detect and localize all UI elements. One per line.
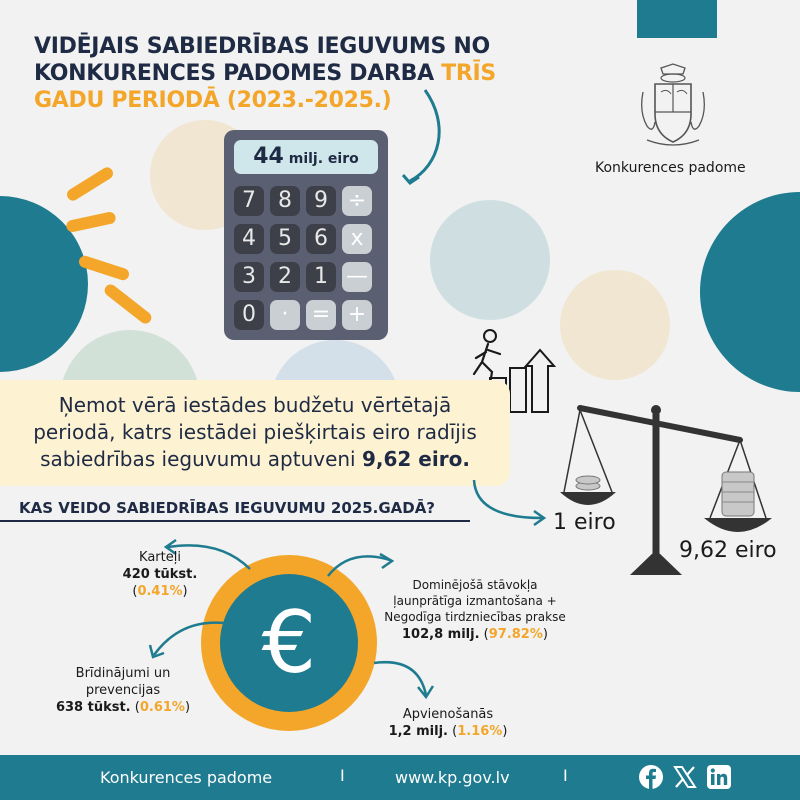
category-apvienosanas: Apvienošanās 1,2 milj. (1.16%) [378,706,518,740]
category-amount: 1,2 milj. [388,724,448,739]
category-label: ļaunprātīga izmantošana + [393,594,557,608]
calculator-key: = [306,300,336,330]
x-icon[interactable] [672,764,698,790]
corner-decoration [637,0,717,38]
category-bridinajumi: Brīdinājumi un prevencijas 638 tūkst. (0.61%) [48,665,198,716]
calculator-key: 1 [306,262,336,292]
sun-ray [65,165,115,203]
category-label: Brīdinājumi un [75,666,171,681]
calculator-key: · [270,300,300,330]
calculator-key: + [342,300,372,330]
category-label: Apvienošanās [402,707,494,722]
title-line-2: KONKURENCES PADOMES DARBA [34,61,442,86]
calculator-display [234,140,378,174]
calculator-illustration [224,130,388,340]
arrow-icon [140,615,230,665]
footer-website-link[interactable]: www.kp.gov.lv [395,768,510,787]
balance-right-label: 9,62 eiro [679,538,777,563]
footer-org-name: Konkurences padome [100,768,273,787]
category-percent: 0.61% [139,700,185,715]
category-percent: 0.41% [137,584,183,599]
calculator-value: 44 [253,144,284,169]
bg-puzzle-figure [560,270,670,380]
highlight-statement: Ņemot vērā iestādes budžetu vērtētajā periodā, katrs iestādei piešķirtais eiro radījis sabiedrības ieguvumu aptuveni [33,393,477,471]
arrow-icon [368,655,438,703]
category-label: Negodīga tirdzniecības prakse [384,610,566,624]
coat-of-arms-icon [633,62,713,150]
category-label: Dominējošā stāvokļa [412,578,538,592]
category-amount: 102,8 milj. [402,627,480,642]
calculator-key: 3 [234,262,264,292]
title-highlight-2: GADU PERIODĀ (2023.-2025.) [34,88,392,113]
highlight-value: 9,62 eiro. [361,447,470,471]
category-amount: 420 tūkst. [122,567,198,582]
highlight-text [20,392,490,473]
calculator-unit: milj. eiro [288,151,359,167]
sun-ray [102,282,154,326]
linkedin-icon[interactable] [706,764,732,790]
euro-icon: € [261,593,317,693]
bg-puzzle-figure [430,200,550,320]
category-amount: 638 tūkst. [55,700,131,715]
footer-separator: I [563,766,568,785]
footer-separator: I [340,766,345,785]
organization-name: Konkurences padome [595,160,746,176]
calculator-key: x [342,224,372,254]
sun-ray [65,211,116,233]
category-karteli: Karteļi 420 tūkst. (0.41%) [110,549,210,600]
teal-half-circle-right [700,192,800,392]
balance-left-label: 1 eiro [553,510,616,535]
category-label: prevencijas [85,683,161,698]
calculator-key: 5 [270,224,300,254]
section-divider [0,520,470,522]
calculator-key: 2 [270,262,300,292]
calculator-key: 8 [270,186,300,216]
calculator-key: ÷ [342,186,372,216]
calculator-key: 0 [234,300,264,330]
section-title: KAS VEIDO SABIEDRĪBAS IEGUVUMU 2025.GADĀ? [19,499,436,517]
category-label: Karteļi [139,550,181,565]
calculator-key: 4 [234,224,264,254]
category-percent: 97.82% [488,627,543,642]
calculator-key: 6 [306,224,336,254]
facebook-icon[interactable] [638,764,664,790]
curved-arrow-icon [395,85,455,195]
category-dominance: Dominējošā stāvokļa ļaunprātīga izmantošana + Negodīga tirdzniecības prakse 102,8 milj. (97.82%) [375,577,575,643]
calculator-key: — [342,262,372,292]
category-percent: 1.16% [457,724,503,739]
arrow-icon [470,478,552,528]
title-line-1: VIDĒJAIS SABIEDRĪBAS IEGUVUMS NO [34,34,490,59]
calculator-key: 9 [306,186,336,216]
title-highlight-1: TRĪS [441,61,496,86]
calculator-key: 7 [234,186,264,216]
